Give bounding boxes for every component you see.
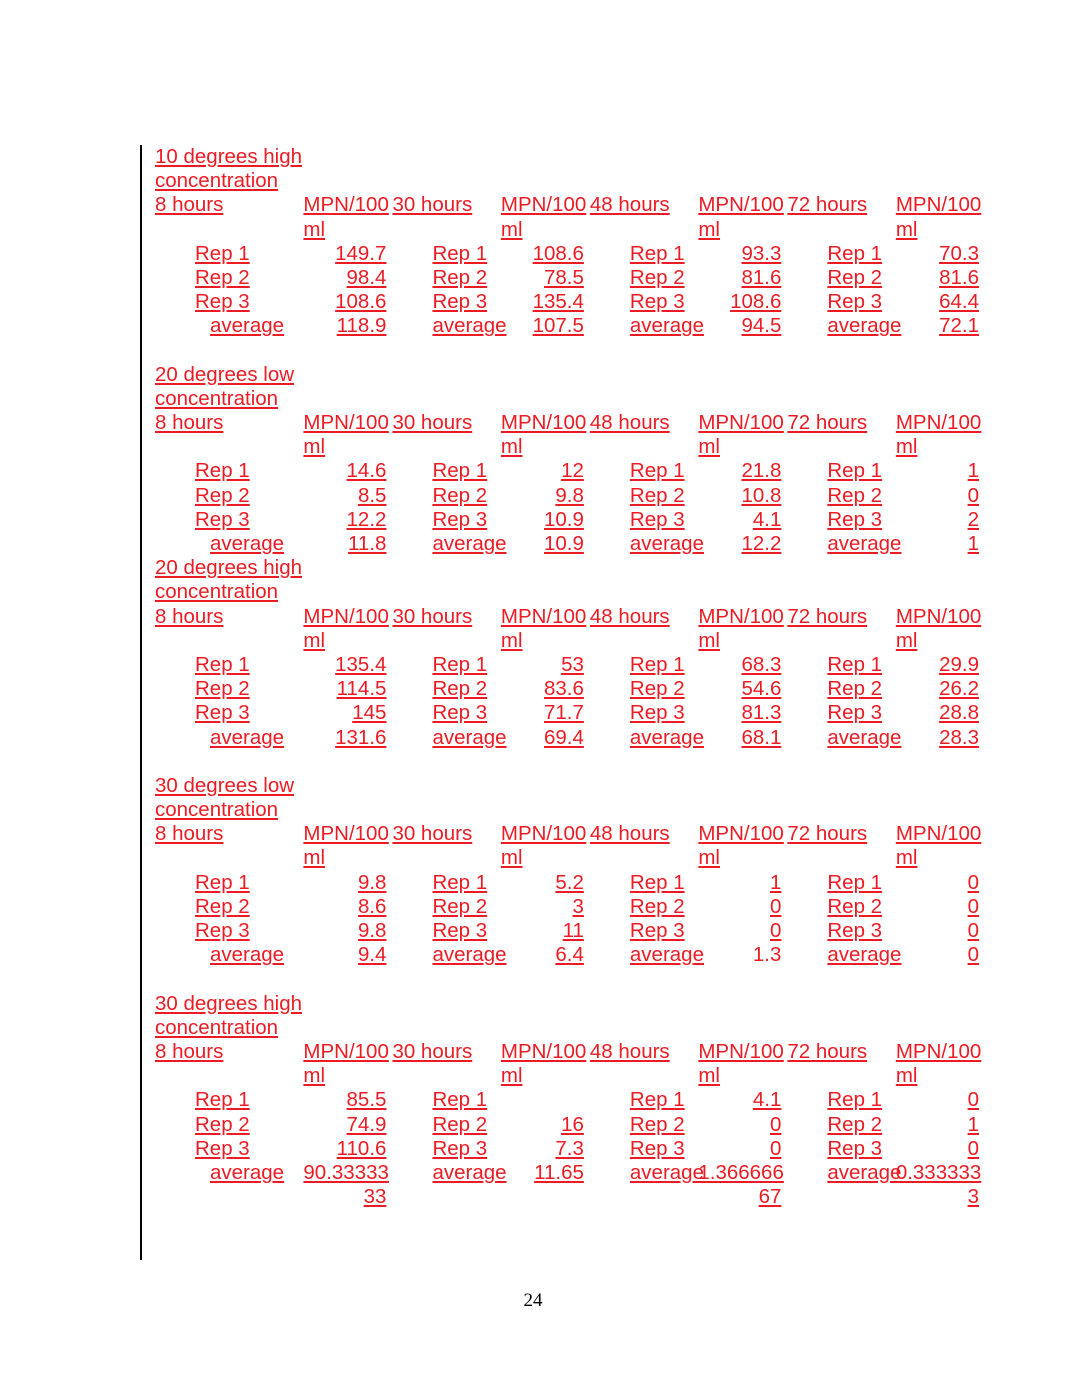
unit-label-1: ml xyxy=(303,1064,326,1088)
header-mpn-3: MPN/100 xyxy=(698,411,784,435)
header-8-hours: 8 hours xyxy=(155,411,224,435)
average-overflow-value: 33 xyxy=(363,1185,387,1209)
average-value: 10.9 xyxy=(544,532,584,556)
rep-label: Rep 1 xyxy=(629,870,685,894)
rep-label: Rep 3 xyxy=(629,507,685,531)
rep-label: Rep 1 xyxy=(432,1088,488,1112)
rep-label: Rep 1 xyxy=(195,459,250,483)
rep-value: 81.6 xyxy=(939,266,979,290)
block-title-line1: 20 degrees low xyxy=(155,362,295,386)
average-value: 69.4 xyxy=(544,725,584,749)
rep-value: 8.5 xyxy=(357,483,387,507)
table-row xyxy=(155,1088,985,1112)
page-number: 24 xyxy=(523,1290,543,1311)
block-title-row-2 xyxy=(155,1016,985,1040)
rep-label: Rep 1 xyxy=(195,870,250,894)
rep-label: Rep 1 xyxy=(629,653,685,677)
rep-value: 81.3 xyxy=(741,701,782,725)
header-48-hours: 48 hours xyxy=(589,411,670,435)
header-72-hours: 72 hours xyxy=(787,604,868,628)
average-value: 131.6 xyxy=(335,725,387,749)
table-row xyxy=(155,508,985,532)
rep-value: 2 xyxy=(967,507,979,531)
table-row xyxy=(155,677,985,701)
rep-value: 93.3 xyxy=(741,241,782,265)
rep-label: Rep 3 xyxy=(629,290,685,314)
header-8-hours: 8 hours xyxy=(155,822,224,846)
header-30-hours: 30 hours xyxy=(392,193,473,217)
block-title-row xyxy=(155,363,985,387)
header-mpn-1: MPN/100 xyxy=(303,411,389,435)
rep-value: 8.6 xyxy=(357,894,387,918)
block-spacer xyxy=(155,968,985,992)
unit-label-2: ml xyxy=(500,846,523,870)
average-value: 1.366666 xyxy=(698,1160,784,1184)
header-mpn-1: MPN/100 xyxy=(303,604,389,628)
rep-label: Rep 3 xyxy=(432,290,488,314)
data-block-30-high xyxy=(155,992,985,1210)
rep-label: Rep 3 xyxy=(827,507,883,531)
header-mpn-2: MPN/100 xyxy=(500,604,587,628)
average-label: average xyxy=(629,943,704,967)
rep-label: Rep 3 xyxy=(195,919,250,943)
block-title-row xyxy=(155,556,985,580)
rep-label: Rep 1 xyxy=(432,870,488,894)
header-48-hours: 48 hours xyxy=(589,604,670,628)
data-block-10-high xyxy=(155,145,985,363)
rep-value: 4.1 xyxy=(752,507,782,531)
average-label: average xyxy=(432,532,507,556)
average-label: average xyxy=(629,725,704,749)
rep-value: 7.3 xyxy=(555,1136,584,1160)
rep-label: Rep 2 xyxy=(827,483,883,507)
unit-label-3: ml xyxy=(698,1064,720,1088)
block-title-line1: 20 degrees high xyxy=(155,556,303,580)
block-title-row-2 xyxy=(155,387,985,411)
rep-value: 0 xyxy=(769,894,782,918)
average-value: 1.3 xyxy=(752,943,782,967)
rep-label: Rep 3 xyxy=(827,919,883,943)
rep-label: Rep 1 xyxy=(629,1088,685,1112)
rep-value: 114.5 xyxy=(336,677,387,701)
average-value: 1 xyxy=(967,532,979,556)
header-8-hours: 8 hours xyxy=(155,604,224,628)
rep-label: Rep 2 xyxy=(195,894,250,918)
header-mpn-3: MPN/100 xyxy=(698,604,784,628)
rep-label: Rep 3 xyxy=(195,1136,250,1160)
left-margin-rule xyxy=(140,145,142,1260)
rep-label: Rep 1 xyxy=(827,870,883,894)
block-title-line2: concentration xyxy=(155,386,279,410)
header-72-hours: 72 hours xyxy=(787,1039,868,1063)
average-label: average xyxy=(629,1160,704,1184)
table-row xyxy=(155,1113,985,1137)
rep-value: 74.9 xyxy=(346,1112,387,1136)
rep-label: Rep 2 xyxy=(432,483,488,507)
header-mpn-1: MPN/100 xyxy=(303,822,389,846)
unit-label-4: ml xyxy=(895,435,918,459)
unit-label-2: ml xyxy=(500,217,523,241)
rep-value: 108.6 xyxy=(532,241,584,265)
header-mpn-4: MPN/100 xyxy=(895,411,982,435)
rep-value: 53 xyxy=(561,653,584,677)
rep-label: Rep 3 xyxy=(195,701,250,725)
rep-value: 1 xyxy=(769,870,782,894)
block-title-line2: concentration xyxy=(155,580,279,604)
average-label: average xyxy=(629,314,704,338)
rep-value: 110.6 xyxy=(336,1136,387,1160)
header-8-hours: 8 hours xyxy=(155,1039,224,1063)
rep-value: 21.8 xyxy=(741,459,782,483)
average-value: 118.9 xyxy=(336,314,387,338)
rep-value: 0 xyxy=(967,919,979,943)
header-48-hours: 48 hours xyxy=(589,1039,670,1063)
average-value: 11.65 xyxy=(534,1160,584,1184)
rep-label: Rep 3 xyxy=(432,919,488,943)
rep-value: 16 xyxy=(561,1112,584,1136)
average-label: average xyxy=(210,1160,285,1184)
table-row xyxy=(155,653,985,677)
rep-label: Rep 3 xyxy=(629,701,685,725)
rep-label: Rep 2 xyxy=(195,266,250,290)
rep-value: 1 xyxy=(967,459,979,483)
rep-value: 0 xyxy=(769,919,782,943)
average-value: 6.4 xyxy=(555,943,584,967)
rep-label: Rep 3 xyxy=(629,919,685,943)
average-label: average xyxy=(629,532,704,556)
rep-label: Rep 3 xyxy=(432,701,488,725)
rep-value: 98.4 xyxy=(346,266,387,290)
rep-label: Rep 2 xyxy=(195,483,250,507)
rep-value: 0 xyxy=(769,1112,782,1136)
header-30-hours: 30 hours xyxy=(392,822,473,846)
rep-label: Rep 2 xyxy=(432,1112,488,1136)
rep-value: 70.3 xyxy=(939,241,979,265)
rep-value: 0 xyxy=(967,894,979,918)
rep-value: 135.4 xyxy=(532,290,584,314)
rep-value: 0 xyxy=(967,1136,979,1160)
rep-value: 135.4 xyxy=(335,653,387,677)
unit-label-2: ml xyxy=(500,435,523,459)
average-label: average xyxy=(827,1160,902,1184)
rep-label: Rep 2 xyxy=(195,1112,250,1136)
average-row xyxy=(155,1161,985,1185)
rep-value: 10.8 xyxy=(741,483,782,507)
header-30-hours: 30 hours xyxy=(392,411,473,435)
header-mpn-2: MPN/100 xyxy=(500,411,587,435)
rep-label: Rep 1 xyxy=(827,459,883,483)
unit-label-2: ml xyxy=(500,628,523,652)
rep-label: Rep 2 xyxy=(827,677,883,701)
rep-value: 4.1 xyxy=(752,1088,782,1112)
unit-label-3: ml xyxy=(698,217,720,241)
rep-label: Rep 2 xyxy=(432,894,488,918)
rep-value: 71.7 xyxy=(544,701,584,725)
data-block-30-low xyxy=(155,774,985,992)
rep-label: Rep 3 xyxy=(432,1136,488,1160)
average-row xyxy=(155,943,985,967)
header-mpn-1: MPN/100 xyxy=(303,1039,389,1063)
average-label: average xyxy=(432,725,507,749)
rep-value: 10.9 xyxy=(544,507,584,531)
table-row xyxy=(155,871,985,895)
unit-row xyxy=(155,846,985,870)
unit-row xyxy=(155,1064,985,1088)
average-value: 12.2 xyxy=(741,532,782,556)
header-mpn-4: MPN/100 xyxy=(895,822,982,846)
rep-label: Rep 1 xyxy=(432,653,488,677)
rep-label: Rep 2 xyxy=(827,1112,883,1136)
block-title-row xyxy=(155,145,985,169)
rep-value: 12 xyxy=(561,459,584,483)
rep-value: 29.9 xyxy=(939,653,979,677)
rep-value: 9.8 xyxy=(555,483,584,507)
rep-value: 81.6 xyxy=(741,266,782,290)
header-mpn-3: MPN/100 xyxy=(698,1039,784,1063)
unit-label-1: ml xyxy=(303,217,326,241)
rep-value: 0 xyxy=(967,1088,979,1112)
header-mpn-2: MPN/100 xyxy=(500,1039,587,1063)
rep-value: 85.5 xyxy=(346,1088,387,1112)
rep-value: 108.6 xyxy=(730,290,782,314)
unit-row xyxy=(155,629,985,653)
block-title-line1: 30 degrees high xyxy=(155,991,303,1015)
average-label: average xyxy=(210,314,285,338)
block-spacer xyxy=(155,339,985,363)
unit-label-4: ml xyxy=(895,628,918,652)
rep-value: 0 xyxy=(967,870,979,894)
header-mpn-3: MPN/100 xyxy=(698,193,784,217)
rep-value: 145 xyxy=(352,701,387,725)
rep-label: Rep 2 xyxy=(432,677,488,701)
average-value: 90.33333 xyxy=(303,1160,389,1184)
header-mpn-4: MPN/100 xyxy=(895,604,982,628)
rep-value: 12.2 xyxy=(346,507,387,531)
average-label: average xyxy=(827,314,902,338)
data-block-20-high xyxy=(155,556,985,774)
average-row xyxy=(155,314,985,338)
rep-value: 11 xyxy=(562,919,584,943)
rep-label: Rep 3 xyxy=(629,1136,685,1160)
rep-label: Rep 2 xyxy=(629,1112,685,1136)
header-row xyxy=(155,1040,985,1064)
rep-label: Rep 1 xyxy=(432,241,488,265)
rep-value: 9.8 xyxy=(357,870,387,894)
header-row xyxy=(155,605,985,629)
average-label: average xyxy=(432,314,507,338)
rep-value: 83.6 xyxy=(544,677,584,701)
block-title-row-2 xyxy=(155,580,985,604)
unit-row xyxy=(155,435,985,459)
rep-label: Rep 1 xyxy=(827,241,883,265)
average-value: 9.4 xyxy=(357,943,387,967)
table-row xyxy=(155,701,985,725)
rep-label: Rep 2 xyxy=(629,677,685,701)
header-72-hours: 72 hours xyxy=(787,193,868,217)
unit-label-1: ml xyxy=(303,628,326,652)
block-title-row-2 xyxy=(155,169,985,193)
table-row xyxy=(155,895,985,919)
rep-label: Rep 2 xyxy=(827,266,883,290)
average-label: average xyxy=(827,943,902,967)
header-mpn-4: MPN/100 xyxy=(895,193,982,217)
header-mpn-3: MPN/100 xyxy=(698,822,784,846)
unit-label-4: ml xyxy=(895,217,918,241)
average-row xyxy=(155,532,985,556)
average-value: 28.3 xyxy=(939,725,979,749)
rep-label: Rep 1 xyxy=(827,1088,883,1112)
average-overflow-row xyxy=(155,1185,985,1209)
average-value: 107.5 xyxy=(532,314,584,338)
rep-label: Rep 1 xyxy=(195,1088,250,1112)
block-title-line2: concentration xyxy=(155,169,279,193)
header-mpn-1: MPN/100 xyxy=(303,193,389,217)
header-row xyxy=(155,411,985,435)
average-value: 11.8 xyxy=(348,532,387,556)
unit-label-1: ml xyxy=(303,435,326,459)
rep-value: 1 xyxy=(967,1112,979,1136)
header-48-hours: 48 hours xyxy=(589,822,670,846)
header-72-hours: 72 hours xyxy=(787,822,868,846)
block-title-line1: 30 degrees low xyxy=(155,773,295,797)
rep-value: 28.8 xyxy=(939,701,979,725)
rep-label: Rep 2 xyxy=(629,894,685,918)
rep-label: Rep 2 xyxy=(195,677,250,701)
rep-label: Rep 1 xyxy=(432,459,488,483)
header-72-hours: 72 hours xyxy=(787,411,868,435)
table-row xyxy=(155,459,985,483)
rep-value: 68.3 xyxy=(741,653,782,677)
data-block-20-low xyxy=(155,363,985,557)
unit-label-2: ml xyxy=(500,1064,523,1088)
average-label: average xyxy=(827,532,902,556)
average-overflow-value: 3 xyxy=(967,1185,979,1209)
rep-label: Rep 3 xyxy=(432,507,488,531)
table-row xyxy=(155,290,985,314)
rep-label: Rep 2 xyxy=(629,266,685,290)
rep-value: 64.4 xyxy=(939,290,979,314)
block-title-line2: concentration xyxy=(155,798,279,822)
rep-label: Rep 3 xyxy=(827,290,883,314)
header-row xyxy=(155,193,985,217)
table-row xyxy=(155,919,985,943)
rep-label: Rep 3 xyxy=(827,701,883,725)
rep-label: Rep 1 xyxy=(195,653,250,677)
rep-value: 9.8 xyxy=(357,919,387,943)
rep-label: Rep 2 xyxy=(827,894,883,918)
average-value: 0.333333 xyxy=(895,1160,982,1184)
header-30-hours: 30 hours xyxy=(392,604,473,628)
average-value: 0 xyxy=(967,943,979,967)
average-label: average xyxy=(432,943,507,967)
block-title-row-2 xyxy=(155,798,985,822)
average-label: average xyxy=(210,532,285,556)
rep-value: 78.5 xyxy=(544,266,584,290)
header-mpn-2: MPN/100 xyxy=(500,193,587,217)
rep-label: Rep 1 xyxy=(629,459,685,483)
rep-label: Rep 1 xyxy=(827,653,883,677)
header-30-hours: 30 hours xyxy=(392,1039,473,1063)
header-48-hours: 48 hours xyxy=(589,193,670,217)
rep-label: Rep 1 xyxy=(629,241,685,265)
average-label: average xyxy=(210,943,285,967)
rep-value: 0 xyxy=(769,1136,782,1160)
table-row xyxy=(155,242,985,266)
average-value: 72.1 xyxy=(939,314,979,338)
header-mpn-4: MPN/100 xyxy=(895,1039,982,1063)
average-label: average xyxy=(210,725,285,749)
unit-label-3: ml xyxy=(698,628,720,652)
block-title-row xyxy=(155,992,985,1016)
rep-label: Rep 2 xyxy=(432,266,488,290)
average-value: 94.5 xyxy=(741,314,782,338)
rep-label: Rep 3 xyxy=(827,1136,883,1160)
unit-label-4: ml xyxy=(895,846,918,870)
block-title-line1: 10 degrees high xyxy=(155,145,303,168)
average-label: average xyxy=(432,1160,507,1184)
rep-value: 54.6 xyxy=(741,677,782,701)
unit-row xyxy=(155,218,985,242)
average-value: 68.1 xyxy=(741,725,782,749)
rep-value: 14.6 xyxy=(346,459,387,483)
average-overflow-value: 67 xyxy=(758,1185,782,1209)
unit-label-3: ml xyxy=(698,435,720,459)
rep-value: 3 xyxy=(572,894,584,918)
rep-label: Rep 1 xyxy=(195,241,250,265)
table-row xyxy=(155,1137,985,1161)
header-mpn-2: MPN/100 xyxy=(500,822,587,846)
rep-value: 108.6 xyxy=(335,290,387,314)
unit-label-1: ml xyxy=(303,846,326,870)
block-spacer xyxy=(155,750,985,774)
block-title-line2: concentration xyxy=(155,1015,279,1039)
table-row xyxy=(155,484,985,508)
average-row xyxy=(155,726,985,750)
unit-label-3: ml xyxy=(698,846,720,870)
average-label: average xyxy=(827,725,902,749)
block-title-row xyxy=(155,774,985,798)
rep-value: 0 xyxy=(967,483,979,507)
rep-label: Rep 3 xyxy=(195,290,250,314)
header-8-hours: 8 hours xyxy=(155,193,224,217)
rep-label: Rep 3 xyxy=(195,507,250,531)
header-row xyxy=(155,822,985,846)
rep-label: Rep 2 xyxy=(629,483,685,507)
table-row xyxy=(155,266,985,290)
rep-value: 26.2 xyxy=(939,677,979,701)
data-tables-container xyxy=(155,145,985,1209)
unit-label-4: ml xyxy=(895,1064,918,1088)
rep-value: 5.2 xyxy=(555,870,584,894)
rep-value: 149.7 xyxy=(335,241,387,265)
